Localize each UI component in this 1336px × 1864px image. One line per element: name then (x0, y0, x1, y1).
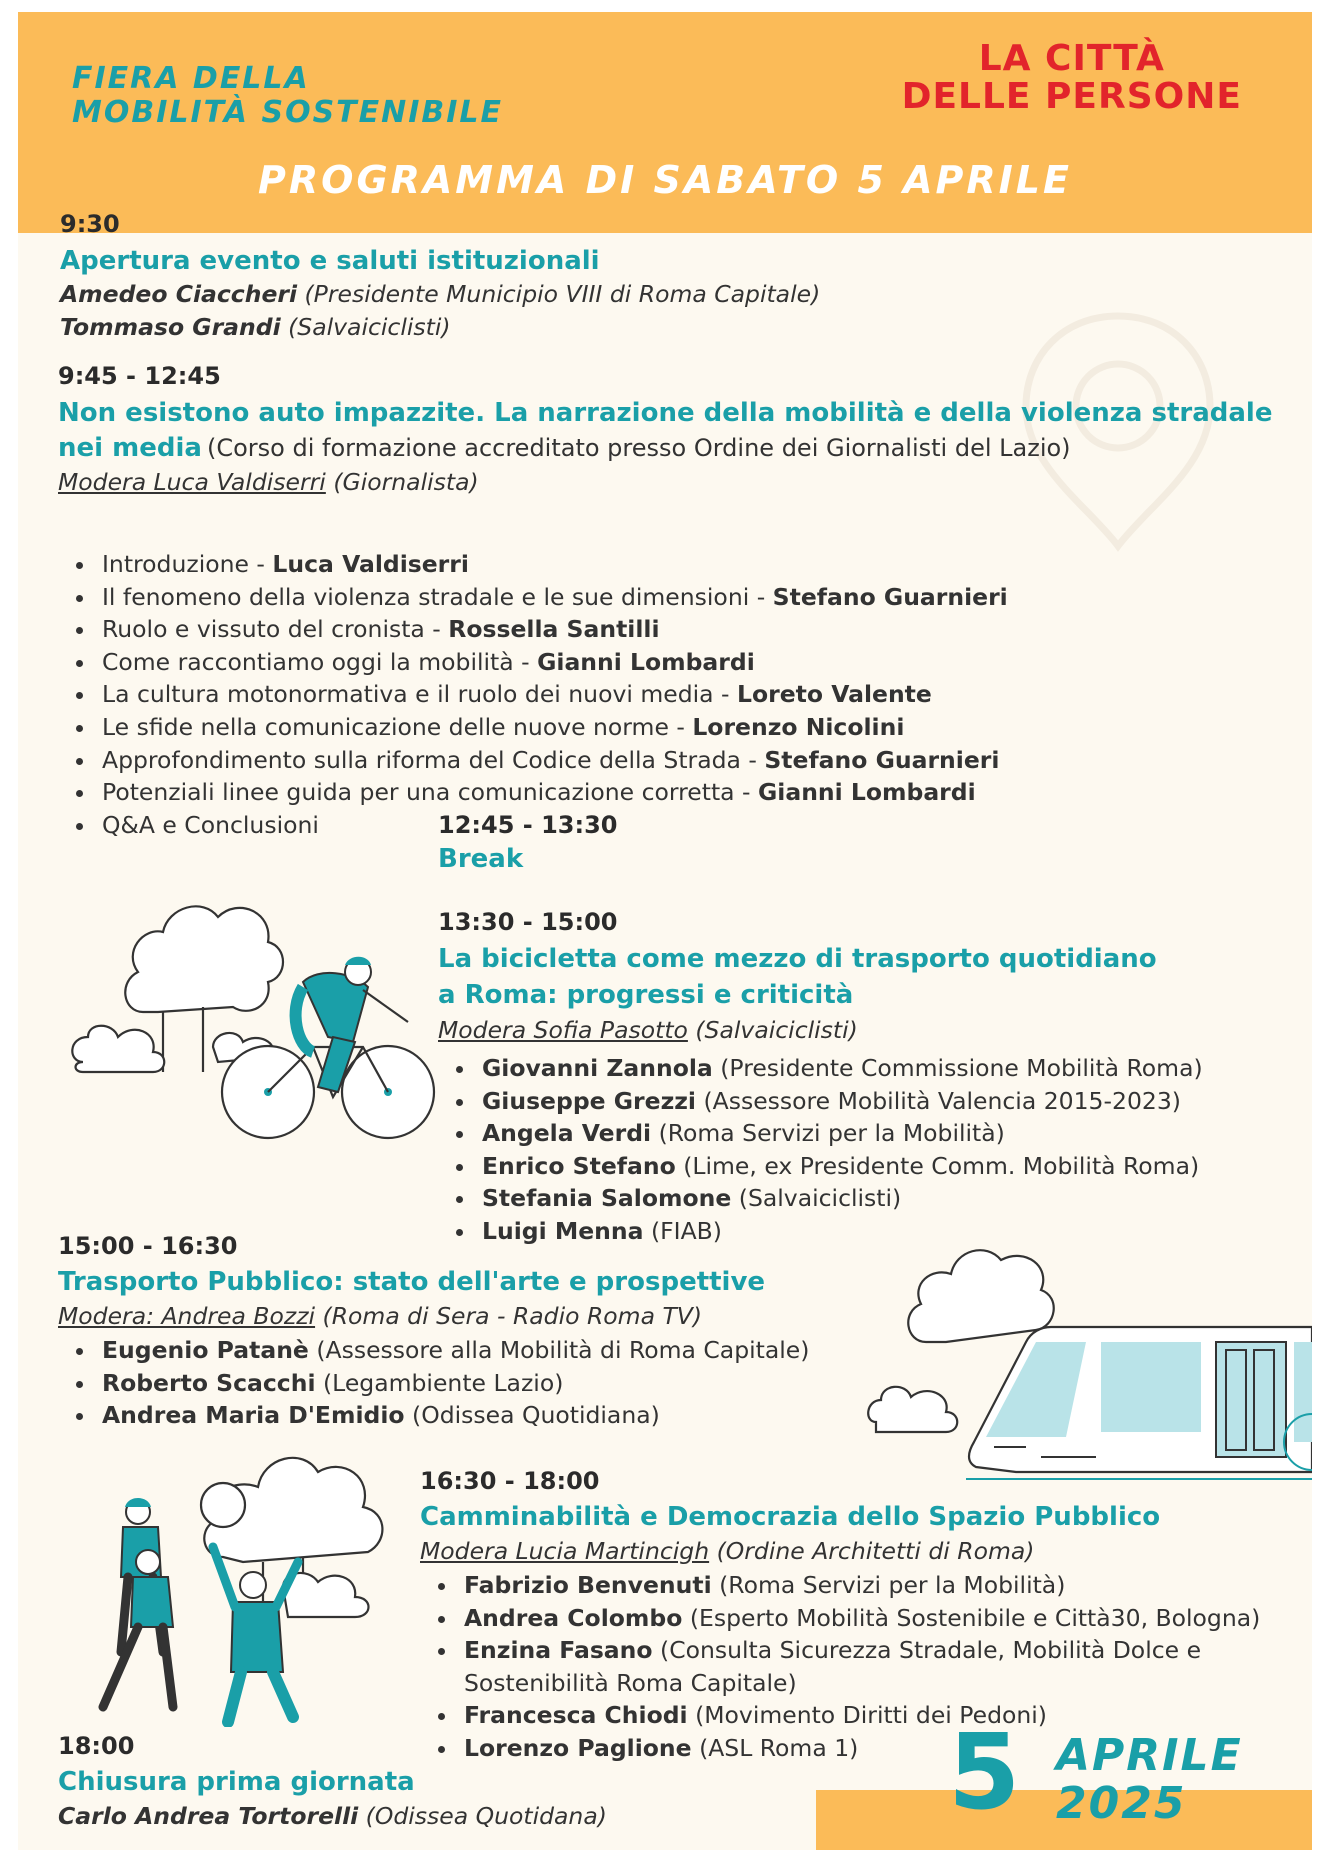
fair-title-line1: FIERA DELLA (72, 61, 310, 96)
list-item (420, 1699, 1280, 1732)
session1-time: 9:30 (60, 210, 120, 238)
children-playing-illustration (63, 1437, 423, 1727)
agenda-speaker: Rossella Santilli (448, 615, 660, 644)
speaker-name: Roberto Scacchi (102, 1368, 316, 1397)
fair-title-line2: MOBILITÀ SOSTENIBILE (72, 95, 504, 130)
agenda-speaker: Gianni Lombardi (537, 647, 755, 676)
agenda-topic: Le sfide nella comunicazione delle nuove norme - (102, 712, 693, 741)
list-item (58, 1334, 809, 1367)
agenda-speaker: Lorenzo Nicolini (692, 712, 905, 741)
session2-title-line2: nei media (Corso di formazione accreditato presso Ordine dei Giornalisti del Lazio) (58, 433, 1071, 463)
list-item (58, 744, 1008, 777)
agenda-speaker: Stefano Guarnieri (772, 582, 1008, 611)
agenda-topic: Il fenomeno della violenza stradale e le sue dimensioni - (102, 582, 773, 611)
speaker-name: Giuseppe Grezzi (482, 1086, 696, 1115)
location-pin-icon (1018, 306, 1218, 556)
agenda-topic: Approfondimento sulla riforma del Codice della Strada - (102, 745, 765, 774)
speaker-name: Andrea Colombo (464, 1603, 683, 1632)
list-item (438, 1117, 1203, 1150)
agenda-topic: Ruolo e vissuto del cronista - (102, 615, 449, 644)
header-band (18, 12, 1312, 233)
speaker-role: (Odissea Quotidiana) (412, 1401, 660, 1430)
brand-line2: DELLE PERSONE (901, 76, 1242, 117)
speaker-name: Francesca Chiodi (464, 1701, 688, 1730)
session3-title-line2: a Roma: progressi e criticità (438, 980, 854, 1010)
speaker-name: Enrico Stefano (482, 1151, 676, 1180)
list-item (58, 776, 1008, 809)
speaker-role: (Assessore Mobilità Valencia 2015-2023) (703, 1086, 1181, 1115)
speaker-role: (Presidente Commissione Mobilità Roma) (720, 1054, 1203, 1082)
session3-title-line1: La bicicletta come mezzo di trasporto quotidiano (438, 944, 1157, 974)
break-time: 12:45 - 13:30 (438, 811, 618, 839)
session5-title: Camminabilità e Democrazia dello Spazio Pubblico (420, 1502, 1161, 1532)
session3-speaker-list (438, 1052, 1203, 1248)
list-item (58, 1399, 809, 1432)
session6-title: Chiusura prima giornata (58, 1767, 415, 1797)
session4-title: Trasporto Pubblico: stato dell'arte e prospettive (58, 1267, 766, 1297)
cyclist-illustration (63, 872, 443, 1152)
speaker-role: (Salvaiciclisti) (738, 1184, 902, 1213)
speaker-role: (Lime, ex Presidente Comm. Mobilità Roma) (683, 1151, 1200, 1180)
list-item (420, 1602, 1280, 1635)
session5-time: 16:30 - 18:00 (420, 1467, 600, 1495)
speaker-role: (Roma Servizi per la Mobilità) (658, 1119, 1005, 1148)
session4-moderator: Modera: Andrea Bozzi (Roma di Sera - Radio Roma TV) (58, 1302, 703, 1330)
program-page (18, 12, 1312, 1850)
date-month: APRILE (1056, 1730, 1243, 1781)
session2-title-line1: Non esistono auto impazzite. La narrazione della mobilità e della violenza stradale (58, 398, 1273, 428)
agenda-topic: Introduzione - (102, 550, 273, 578)
session1-speaker2: Tommaso Grandi (Salvaiciclisti) (60, 313, 451, 341)
session6-speaker: Carlo Andrea Tortorelli (Odissea Quotidana) (58, 1802, 607, 1830)
list-item (58, 646, 1008, 679)
session4-speaker-list (58, 1334, 809, 1432)
list-item (58, 613, 1008, 646)
speaker-role: (Consulta Sicurezza Stradale, Mobilità Dolce e Sostenibilità Roma Capitale) (464, 1636, 1202, 1697)
speaker-name: Enzina Fasano (464, 1636, 653, 1665)
agenda-topic: Potenziali linee guida per una comunicazione corretta - (102, 778, 758, 807)
list-item (438, 1182, 1203, 1215)
speaker-role: (Esperto Mobilità Sostenibile e Città30, Bologna) (689, 1603, 1261, 1632)
speaker-name: Luigi Menna (482, 1216, 644, 1245)
break-title: Break (438, 844, 524, 874)
program-title: PROGRAMMA DI SABATO 5 APRILE (258, 158, 1072, 202)
session3-moderator: Modera Sofia Pasotto (Salvaiciclisti) (438, 1016, 858, 1044)
agenda-speaker: Stefano Guarnieri (764, 745, 1000, 774)
date-year: 2025 (1056, 1778, 1187, 1829)
list-item (58, 581, 1008, 614)
speaker-role: (Legambiente Lazio) (323, 1368, 564, 1397)
speaker-role: (Roma Servizi per la Mobilità) (719, 1571, 1066, 1599)
list-item (438, 1052, 1203, 1085)
speaker-role: (FIAB) (650, 1216, 722, 1245)
session5-moderator: Modera Lucia Martincigh (Ordine Architetti di Roma) (420, 1537, 1035, 1565)
date-day: 5 (948, 1711, 1021, 1833)
brand-logo-text (902, 40, 1242, 116)
speaker-name: Fabrizio Benvenuti (464, 1571, 712, 1599)
fair-title (72, 62, 503, 130)
agenda-topic: La cultura motonormativa e il ruolo dei nuovi media - (102, 680, 737, 709)
session2-moderator: Modera Luca Valdiserri (Giornalista) (58, 468, 479, 496)
list-item (438, 1150, 1203, 1183)
agenda-speaker: Gianni Lombardi (758, 778, 976, 807)
speaker-name: Andrea Maria D'Emidio (102, 1401, 405, 1430)
date-month-year (1056, 1732, 1243, 1828)
session6-time: 18:00 (58, 1732, 135, 1760)
list-item (420, 1569, 1280, 1602)
list-item (58, 678, 1008, 711)
session2-agenda-list (58, 548, 1008, 841)
list-item (58, 548, 1008, 581)
speaker-name: Stefania Salomone (482, 1184, 732, 1213)
session4-time: 15:00 - 16:30 (58, 1232, 238, 1260)
brand-line1: LA CITTÀ (978, 38, 1165, 79)
session2-time: 9:45 - 12:45 (58, 362, 221, 390)
speaker-name: Eugenio Patanè (102, 1336, 309, 1364)
speaker-name: Angela Verdi (482, 1119, 652, 1148)
speaker-role: (Assessore alla Mobilità di Roma Capitale) (316, 1336, 810, 1364)
list-item (438, 1085, 1203, 1118)
session1-title: Apertura evento e saluti istituzionali (60, 246, 600, 276)
tram-illustration (866, 1232, 1312, 1482)
agenda-topic: Come raccontiamo oggi la mobilità - (102, 647, 538, 676)
speaker-role: (Movimento Diritti dei Pedoni) (695, 1701, 1047, 1730)
agenda-speaker: Luca Valdiserri (272, 550, 469, 578)
speaker-name: Lorenzo Paglione (464, 1733, 692, 1762)
agenda-topic: Q&A e Conclusioni (102, 810, 319, 839)
agenda-speaker: Loreto Valente (736, 680, 932, 709)
session3-time: 13:30 - 15:00 (438, 908, 618, 936)
session1-speaker1: Amedeo Ciaccheri (Presidente Municipio VIII di Roma Capitale) (60, 280, 821, 308)
speaker-role: (ASL Roma 1) (699, 1733, 859, 1762)
list-item (58, 711, 1008, 744)
list-item (58, 1367, 809, 1400)
speaker-name: Giovanni Zannola (482, 1054, 713, 1082)
list-item (420, 1634, 1280, 1699)
